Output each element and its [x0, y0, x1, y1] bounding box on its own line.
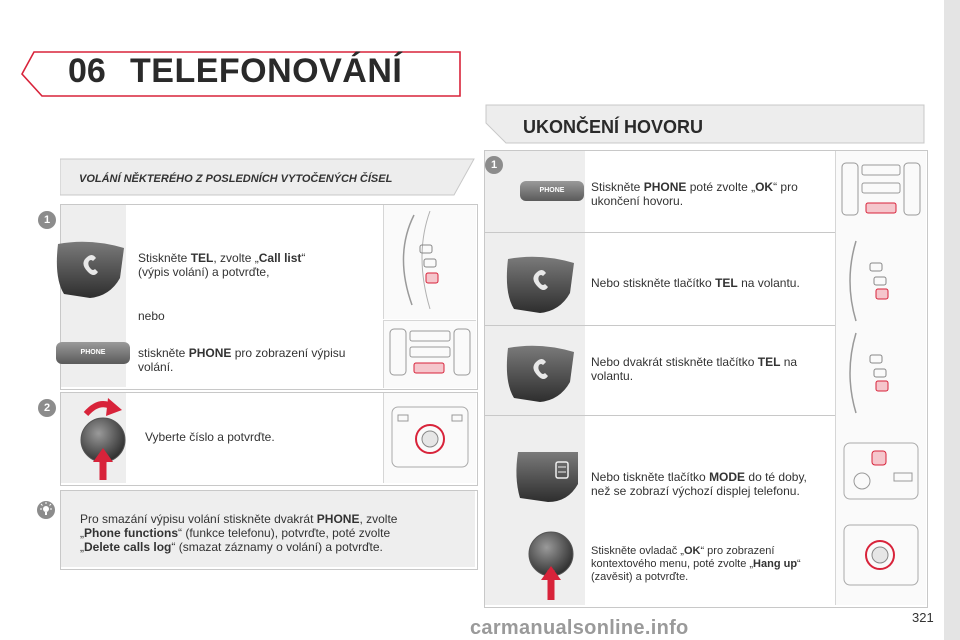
step1-text-line1: Stiskněte TEL, zvolte „Call list“: [138, 251, 306, 265]
right-row2-text: Nebo stiskněte tlačítko TEL na volantu.: [591, 276, 800, 290]
step1-text-line3: stiskněte PHONE pro zobrazení výpisu: [138, 346, 346, 360]
right-row1-line2: ukončení hovoru.: [591, 194, 684, 208]
steering-tel-button-icon: [500, 342, 580, 404]
steering-wheel-thumbnail: [383, 205, 476, 319]
chapter-number: 06: [68, 52, 106, 90]
tip-line2: „Phone functions“ (funkce telefonu), potvrďte, poté zvolte: [80, 526, 391, 540]
mode-button-icon: [512, 448, 584, 504]
console-buttons-thumbnail: [383, 320, 476, 388]
right-thumbnails-column: [835, 151, 926, 605]
phone-key-icon: PHONE: [56, 342, 130, 364]
tip-line3: „Delete calls log“ (smazat záznamy o volání) a potvrďte.: [80, 540, 383, 554]
right-step-badge: 1: [485, 156, 503, 174]
step1-text-line4: volání.: [138, 360, 174, 374]
right-row4-line1: Nebo tiskněte tlačítko MODE do té doby,: [591, 470, 807, 484]
page-edge-strip: [944, 0, 960, 640]
step1-or-text: nebo: [138, 309, 165, 323]
right-row5-line1: Stiskněte ovladač „OK“ pro zobrazení: [591, 545, 775, 557]
right-row3-line2: volantu.: [591, 369, 634, 383]
right-row3-line1: Nebo dvakrát stiskněte tlačítko TEL na: [591, 355, 798, 369]
steering-tel-button-icon: [50, 238, 130, 300]
rotary-knob-rotate-icon: [72, 396, 134, 482]
right-section-title: UKONČENÍ HOVORU: [523, 117, 704, 137]
phone-key-icon: PHONE: [520, 181, 584, 201]
right-row1-line1: Stiskněte PHONE poté zvolte „OK“ pro: [591, 180, 798, 194]
left-section-title: VOLÁNÍ NĚKTERÉHO Z POSLEDNÍCH VYTOČENÝCH ČÍSEL: [79, 173, 393, 185]
watermark: carmanualsonline.info: [470, 617, 689, 639]
step1-badge: 1: [38, 211, 56, 229]
page-number: 321: [912, 610, 934, 625]
page-title: TELEFONOVÁNÍ: [130, 52, 403, 90]
step2-badge: 2: [38, 399, 56, 417]
step1-text-line2: (výpis volání) a potvrďte,: [138, 265, 270, 279]
step2-text: Vyberte číslo a potvrďte.: [145, 430, 275, 444]
console-knob-thumbnail: [383, 393, 476, 483]
steering-tel-button-icon: [500, 253, 580, 315]
bulb-tip-icon: [36, 500, 56, 520]
rotary-knob-press-icon: [520, 526, 582, 602]
right-row4-line2: než se zobrazí výchozí displej telefonu.: [591, 484, 800, 498]
right-row5-line3: (zavěsit) a potvrďte.: [591, 571, 689, 583]
right-row5-line2: kontextového menu, poté zvolte „Hang up“: [591, 558, 801, 570]
tip-line1: Pro smazání výpisu volání stiskněte dvakrát PHONE, zvolte: [80, 512, 398, 526]
